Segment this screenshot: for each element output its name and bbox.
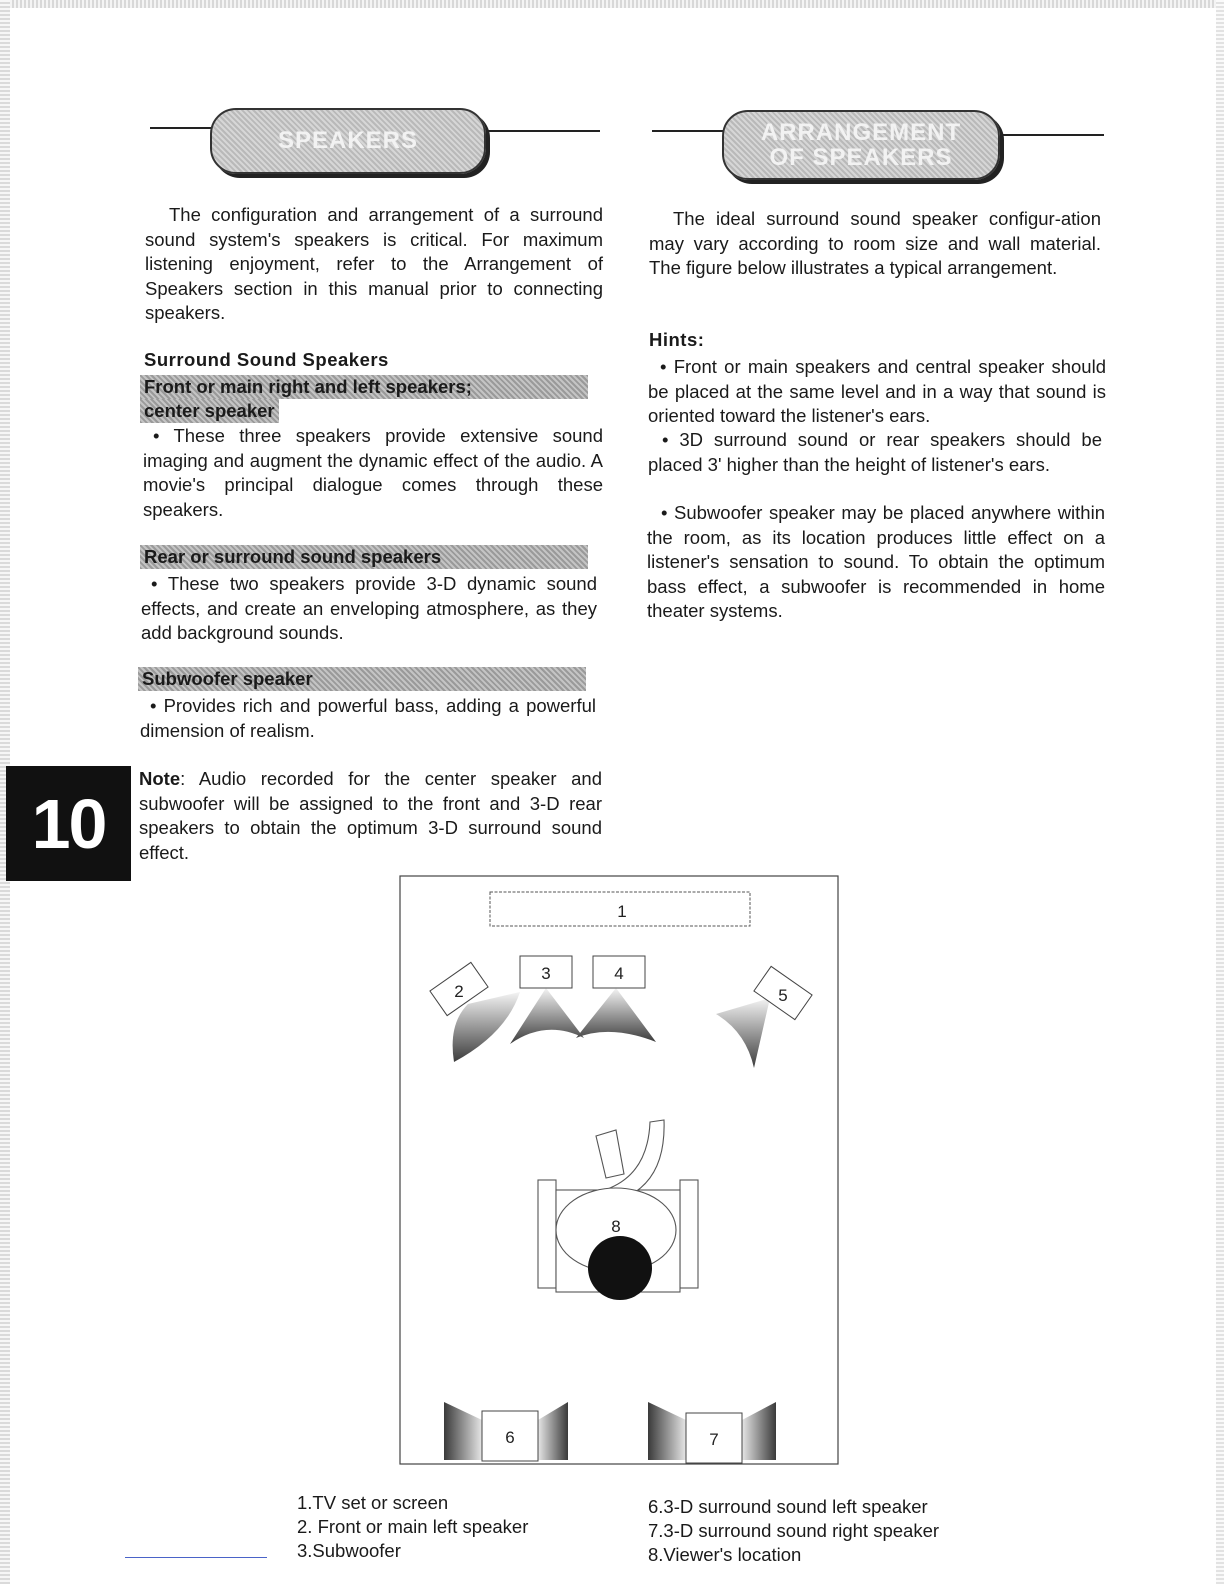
surround-sound-title: Surround Sound Speakers	[144, 349, 389, 370]
front-heading-line2: center speaker	[140, 399, 279, 423]
diagram-label-1: 1	[617, 902, 627, 921]
hint-1: • Front or main speakers and central speaker should be placed at the same level and in a way that sound is oriented toward the listener's ears.	[648, 356, 1106, 426]
rear-speakers-text: • These two speakers provide 3-D dynamic sound effects, and create an enveloping atmosphere, as they add background sounds.	[141, 573, 597, 643]
legend-right	[648, 1495, 939, 1567]
note-text: : Audio recorded for the center speaker and subwoofer will be assigned to the front and 3-D rear speakers to obtain the optimum 3-D surround sound effect.	[139, 768, 602, 863]
arrangement-header-line1: ARRANGEMENT	[760, 118, 962, 146]
arrangement-header-rule-right	[1000, 134, 1104, 136]
rear-heading-text: Rear or surround sound speakers	[140, 545, 588, 569]
speakers-header-rule-right	[488, 130, 600, 132]
diagram-label-4: 4	[614, 964, 624, 983]
legend-left	[297, 1491, 528, 1563]
footer-rule	[125, 1557, 267, 1558]
arrangement-header	[722, 110, 1000, 180]
diagram-label-3: 3	[541, 964, 551, 983]
legend-item-3: 3.Subwoofer	[297, 1540, 401, 1561]
diagram-label-8: 8	[611, 1217, 621, 1236]
arrangement-header-rule-left	[652, 130, 724, 132]
front-heading-line1: Front or main right and left speakers;	[140, 375, 588, 399]
speakers-header-text: SPEAKERS	[277, 127, 419, 155]
legend-item-1: 1.TV set or screen	[297, 1492, 449, 1513]
legend-item-6: 6.3-D surround sound left speaker	[648, 1496, 928, 1517]
legend-item-8: 8.Viewer's location	[648, 1544, 802, 1565]
subwoofer-heading-text: Subwoofer speaker	[138, 667, 586, 691]
hint-2: • 3D surround sound or rear speakers should be placed 3' higher than the height of listener's ears.	[648, 429, 1102, 475]
legend-item-2: 2. Front or main left speaker	[297, 1516, 529, 1537]
legend-item-7: 7.3-D surround sound right speaker	[648, 1520, 940, 1541]
arrangement-intro: The ideal surround sound speaker configur-ation may vary according to room size and wall material. The figure below illustrates a typical arrangement.	[649, 208, 1101, 278]
speakers-intro: The configuration and arrangement of a surround sound system's speakers is critical. For maximum listening enjoyment, refer to the Arrangement of Speakers section in this manual prior to connecting speakers.	[145, 204, 603, 323]
note-paragraph	[139, 767, 602, 865]
page-border-top	[0, 0, 1224, 8]
note-label: Note	[139, 768, 181, 789]
diagram-label-5: 5	[778, 986, 788, 1005]
diagram-label-7: 7	[709, 1430, 719, 1449]
subwoofer-heading	[138, 667, 586, 691]
page-number: 10	[6, 766, 131, 881]
speakers-header-rule-left	[150, 127, 212, 129]
diagram-label-6: 6	[505, 1428, 515, 1447]
speakers-header	[210, 108, 486, 174]
rear-speakers-heading	[140, 545, 588, 569]
hint-3: • Subwoofer speaker may be placed anywhere within the room, as its location produces little effect on a listener's sensation to sound. To obtain the optimum bass effect, a subwoofer is recommended in home theater systems.	[647, 502, 1105, 621]
speaker-arrangement-diagram	[398, 874, 840, 1468]
viewer-head	[588, 1236, 652, 1300]
front-speakers-heading	[140, 375, 592, 423]
diagram-label-2: 2	[454, 982, 464, 1001]
hints-title: Hints:	[649, 329, 705, 350]
subwoofer-text: • Provides rich and powerful bass, adding a powerful dimension of realism.	[140, 695, 596, 741]
front-speakers-text: • These three speakers provide extensive sound imaging and augment the dynamic effect of the audio. A movie's principal dialogue comes through these speakers.	[143, 425, 603, 520]
arrangement-header-line2: OF SPEAKERS	[769, 144, 953, 171]
page-border-right	[1216, 0, 1224, 1584]
